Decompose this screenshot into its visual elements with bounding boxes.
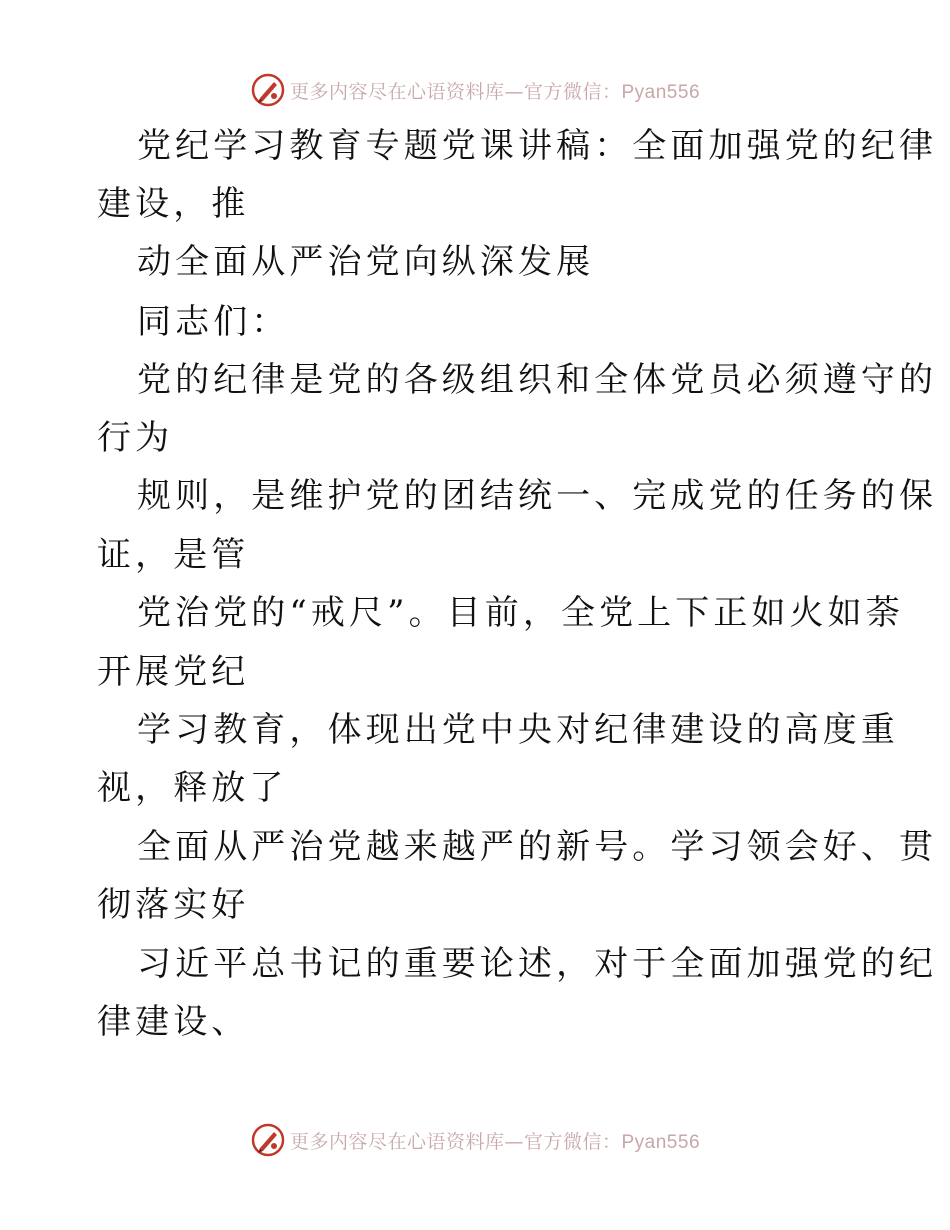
document-line: 动全面从严治党向纵深发展	[137, 242, 595, 282]
document-line: 习近平总书记的重要论述，对于全面加强党的纪	[137, 944, 938, 984]
document-line: 行为	[97, 418, 174, 458]
document-line: 开展党纪	[97, 652, 250, 692]
document-line: 建设，推	[97, 184, 250, 224]
document-line: 全面从严治党越来越严的新号。学习领会好、贯	[137, 827, 938, 867]
document-line: 同志们：	[137, 302, 290, 342]
document-line: 规则，是维护党的团结统一、完成党的任务的保	[137, 476, 938, 516]
document-line: 彻落实好	[97, 885, 250, 925]
document-line: 律建设、	[97, 1002, 250, 1042]
document-line: 党的纪律是党的各级组织和全体党员必须遵守的	[137, 360, 938, 400]
pen-logo-icon	[250, 72, 286, 108]
watermark-text: 更多内容尽在心语资料库—官方微信：Pyan556	[289, 80, 701, 103]
document-line: 党治党的“戒尺”。目前，全党上下正如火如荼	[137, 593, 904, 633]
watermark-text: 更多内容尽在心语资料库—官方微信：Pyan556	[289, 1130, 701, 1153]
header-watermark	[0, 70, 950, 110]
footer-watermark	[0, 1120, 950, 1160]
document-line: 学习教育，体现出党中央对纪律建设的高度重	[137, 710, 899, 750]
pen-logo-icon	[250, 1122, 286, 1158]
document-line: 视，释放了	[97, 768, 288, 808]
document-line: 党纪学习教育专题党课讲稿：全面加强党的纪律	[137, 126, 938, 166]
document-line: 证，是管	[97, 535, 250, 575]
